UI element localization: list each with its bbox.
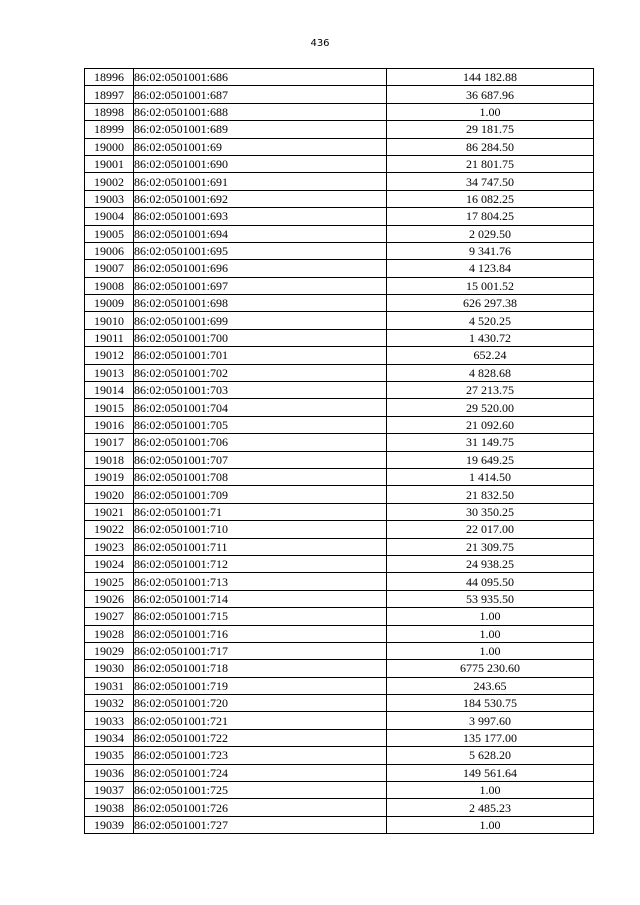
value-cell: 19 649.25 (387, 451, 594, 468)
row-number-cell: 19002 (85, 173, 134, 190)
value-cell: 21 309.75 (387, 538, 594, 555)
cadastral-number-cell: 86:02:0501001:71 (134, 503, 387, 520)
row-number-cell: 19026 (85, 590, 134, 607)
cadastral-number-cell: 86:02:0501001:718 (134, 660, 387, 677)
table-row (85, 382, 594, 399)
value-cell: 21 801.75 (387, 155, 594, 172)
row-number-cell: 19036 (85, 764, 134, 781)
table-row (85, 312, 594, 329)
value-cell: 27 213.75 (387, 382, 594, 399)
table-row (85, 242, 594, 259)
value-cell: 36 687.96 (387, 86, 594, 103)
cadastral-number-cell: 86:02:0501001:69 (134, 138, 387, 155)
row-number-cell: 18999 (85, 121, 134, 138)
table-row (85, 347, 594, 364)
cadastral-number-cell: 86:02:0501001:723 (134, 747, 387, 764)
table-row (85, 521, 594, 538)
value-cell: 149 561.64 (387, 764, 594, 781)
cadastral-number-cell: 86:02:0501001:708 (134, 468, 387, 485)
value-cell: 31 149.75 (387, 434, 594, 451)
row-number-cell: 19018 (85, 451, 134, 468)
table-row (85, 155, 594, 172)
cadastral-number-cell: 86:02:0501001:721 (134, 712, 387, 729)
value-cell: 1.00 (387, 625, 594, 642)
cadastral-number-cell: 86:02:0501001:714 (134, 590, 387, 607)
table-row (85, 468, 594, 485)
value-cell: 1 430.72 (387, 329, 594, 346)
table-row (85, 816, 594, 833)
table-row (85, 764, 594, 781)
value-cell: 24 938.25 (387, 555, 594, 572)
cadastral-number-cell: 86:02:0501001:692 (134, 190, 387, 207)
row-number-cell: 19001 (85, 155, 134, 172)
value-cell: 184 530.75 (387, 695, 594, 712)
table-row (85, 86, 594, 103)
table-row (85, 260, 594, 277)
cadastral-number-cell: 86:02:0501001:686 (134, 69, 387, 86)
row-number-cell: 19003 (85, 190, 134, 207)
row-number-cell: 19032 (85, 695, 134, 712)
cadastral-number-cell: 86:02:0501001:693 (134, 208, 387, 225)
cadastral-number-cell: 86:02:0501001:699 (134, 312, 387, 329)
row-number-cell: 19010 (85, 312, 134, 329)
row-number-cell: 19037 (85, 782, 134, 799)
row-number-cell: 19011 (85, 329, 134, 346)
value-cell: 6775 230.60 (387, 660, 594, 677)
table-row (85, 590, 594, 607)
cadastral-number-cell: 86:02:0501001:687 (134, 86, 387, 103)
row-number-cell: 19031 (85, 677, 134, 694)
value-cell: 243.65 (387, 677, 594, 694)
table-row (85, 642, 594, 659)
table-row (85, 225, 594, 242)
row-number-cell: 19025 (85, 573, 134, 590)
table-row (85, 295, 594, 312)
value-cell: 5 628.20 (387, 747, 594, 764)
row-number-cell: 19027 (85, 608, 134, 625)
cadastral-number-cell: 86:02:0501001:713 (134, 573, 387, 590)
row-number-cell: 19004 (85, 208, 134, 225)
row-number-cell: 19020 (85, 486, 134, 503)
table-row (85, 799, 594, 816)
cadastral-number-cell: 86:02:0501001:724 (134, 764, 387, 781)
table-row (85, 625, 594, 642)
row-number-cell: 19016 (85, 416, 134, 433)
cadastral-number-cell: 86:02:0501001:711 (134, 538, 387, 555)
value-cell: 53 935.50 (387, 590, 594, 607)
value-cell: 1 414.50 (387, 468, 594, 485)
value-cell: 29 520.00 (387, 399, 594, 416)
row-number-cell: 18998 (85, 103, 134, 120)
table-row (85, 69, 594, 86)
row-number-cell: 19028 (85, 625, 134, 642)
cadastral-number-cell: 86:02:0501001:725 (134, 782, 387, 799)
cadastral-number-cell: 86:02:0501001:722 (134, 729, 387, 746)
cadastral-number-cell: 86:02:0501001:700 (134, 329, 387, 346)
table-row (85, 677, 594, 694)
cadastral-number-cell: 86:02:0501001:710 (134, 521, 387, 538)
value-cell: 626 297.38 (387, 295, 594, 312)
cadastral-number-cell: 86:02:0501001:720 (134, 695, 387, 712)
row-number-cell: 19009 (85, 295, 134, 312)
cadastral-table (84, 68, 594, 834)
cadastral-number-cell: 86:02:0501001:697 (134, 277, 387, 294)
value-cell: 4 123.84 (387, 260, 594, 277)
table-row (85, 190, 594, 207)
row-number-cell: 19035 (85, 747, 134, 764)
cadastral-number-cell: 86:02:0501001:717 (134, 642, 387, 659)
value-cell: 22 017.00 (387, 521, 594, 538)
value-cell: 9 341.76 (387, 242, 594, 259)
table-row (85, 173, 594, 190)
cadastral-number-cell: 86:02:0501001:688 (134, 103, 387, 120)
row-number-cell: 19034 (85, 729, 134, 746)
value-cell: 29 181.75 (387, 121, 594, 138)
row-number-cell: 19023 (85, 538, 134, 555)
cadastral-number-cell: 86:02:0501001:695 (134, 242, 387, 259)
table-row (85, 538, 594, 555)
cadastral-number-cell: 86:02:0501001:719 (134, 677, 387, 694)
table-row (85, 747, 594, 764)
value-cell: 34 747.50 (387, 173, 594, 190)
table-row (85, 608, 594, 625)
cadastral-number-cell: 86:02:0501001:715 (134, 608, 387, 625)
value-cell: 1.00 (387, 608, 594, 625)
row-number-cell: 19014 (85, 382, 134, 399)
value-cell: 1.00 (387, 642, 594, 659)
value-cell: 1.00 (387, 816, 594, 833)
value-cell: 21 832.50 (387, 486, 594, 503)
cadastral-number-cell: 86:02:0501001:712 (134, 555, 387, 572)
table-row (85, 329, 594, 346)
cadastral-number-cell: 86:02:0501001:704 (134, 399, 387, 416)
value-cell: 3 997.60 (387, 712, 594, 729)
value-cell: 2 485.23 (387, 799, 594, 816)
table-row (85, 729, 594, 746)
value-cell: 30 350.25 (387, 503, 594, 520)
table-row (85, 121, 594, 138)
row-number-cell: 19021 (85, 503, 134, 520)
table-row (85, 573, 594, 590)
value-cell: 1.00 (387, 103, 594, 120)
row-number-cell: 19033 (85, 712, 134, 729)
value-cell: 17 804.25 (387, 208, 594, 225)
row-number-cell: 19013 (85, 364, 134, 381)
cadastral-number-cell: 86:02:0501001:690 (134, 155, 387, 172)
cadastral-number-cell: 86:02:0501001:689 (134, 121, 387, 138)
page-number: 436 (310, 38, 330, 49)
table-row (85, 103, 594, 120)
row-number-cell: 19039 (85, 816, 134, 833)
value-cell: 2 029.50 (387, 225, 594, 242)
table-row (85, 503, 594, 520)
value-cell: 4 520.25 (387, 312, 594, 329)
cadastral-number-cell: 86:02:0501001:727 (134, 816, 387, 833)
value-cell: 144 182.88 (387, 69, 594, 86)
cadastral-number-cell: 86:02:0501001:696 (134, 260, 387, 277)
row-number-cell: 19008 (85, 277, 134, 294)
table-row (85, 277, 594, 294)
row-number-cell: 19006 (85, 242, 134, 259)
table-body (85, 69, 594, 834)
table-row (85, 364, 594, 381)
table-row (85, 451, 594, 468)
cadastral-number-cell: 86:02:0501001:726 (134, 799, 387, 816)
table-row (85, 660, 594, 677)
row-number-cell: 19038 (85, 799, 134, 816)
row-number-cell: 19005 (85, 225, 134, 242)
table-row (85, 399, 594, 416)
row-number-cell: 19015 (85, 399, 134, 416)
cadastral-number-cell: 86:02:0501001:701 (134, 347, 387, 364)
row-number-cell: 19007 (85, 260, 134, 277)
row-number-cell: 19012 (85, 347, 134, 364)
value-cell: 135 177.00 (387, 729, 594, 746)
row-number-cell: 19022 (85, 521, 134, 538)
cadastral-number-cell: 86:02:0501001:706 (134, 434, 387, 451)
cadastral-number-cell: 86:02:0501001:691 (134, 173, 387, 190)
row-number-cell: 18997 (85, 86, 134, 103)
row-number-cell: 19030 (85, 660, 134, 677)
cadastral-number-cell: 86:02:0501001:702 (134, 364, 387, 381)
cadastral-number-cell: 86:02:0501001:705 (134, 416, 387, 433)
table-row (85, 555, 594, 572)
row-number-cell: 19000 (85, 138, 134, 155)
table-row (85, 434, 594, 451)
table-row (85, 712, 594, 729)
table-row (85, 208, 594, 225)
cadastral-number-cell: 86:02:0501001:703 (134, 382, 387, 399)
row-number-cell: 19029 (85, 642, 134, 659)
row-number-cell: 19024 (85, 555, 134, 572)
value-cell: 16 082.25 (387, 190, 594, 207)
value-cell: 4 828.68 (387, 364, 594, 381)
table-row (85, 695, 594, 712)
value-cell: 15 001.52 (387, 277, 594, 294)
value-cell: 652.24 (387, 347, 594, 364)
table-row (85, 416, 594, 433)
cadastral-number-cell: 86:02:0501001:709 (134, 486, 387, 503)
cadastral-number-cell: 86:02:0501001:694 (134, 225, 387, 242)
row-number-cell: 19017 (85, 434, 134, 451)
value-cell: 1.00 (387, 782, 594, 799)
row-number-cell: 18996 (85, 69, 134, 86)
value-cell: 21 092.60 (387, 416, 594, 433)
table-row (85, 138, 594, 155)
row-number-cell: 19019 (85, 468, 134, 485)
cadastral-number-cell: 86:02:0501001:707 (134, 451, 387, 468)
table-row (85, 782, 594, 799)
table-row (85, 486, 594, 503)
value-cell: 86 284.50 (387, 138, 594, 155)
cadastral-number-cell: 86:02:0501001:716 (134, 625, 387, 642)
value-cell: 44 095.50 (387, 573, 594, 590)
cadastral-number-cell: 86:02:0501001:698 (134, 295, 387, 312)
